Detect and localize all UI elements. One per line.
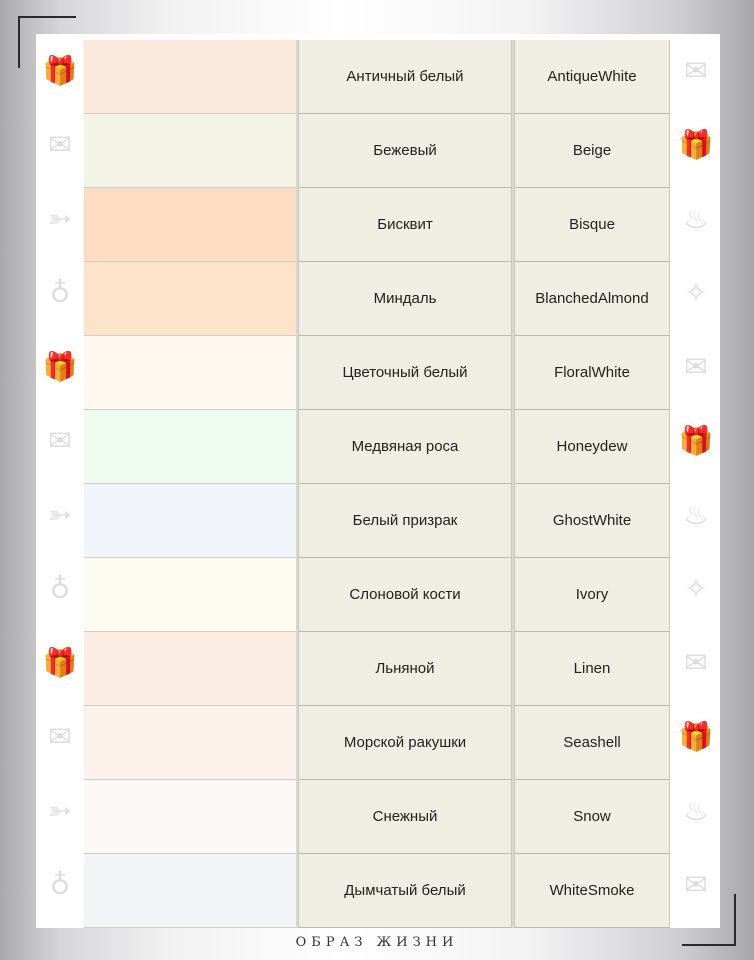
color-name-ru: Льняной	[298, 632, 512, 706]
color-name-ru: Медвяная роса	[298, 410, 512, 484]
color-name-en: Honeydew	[514, 410, 670, 484]
color-name-en: Seashell	[514, 706, 670, 780]
color-swatch	[84, 40, 296, 114]
color-name-ru: Снежный	[298, 780, 512, 854]
color-name-ru: Бежевый	[298, 114, 512, 188]
color-swatch	[84, 188, 296, 262]
color-name-en: GhostWhite	[514, 484, 670, 558]
color-swatch	[84, 410, 296, 484]
rings-icon: ♁	[49, 868, 71, 901]
gift-icon: 🎁	[678, 424, 714, 457]
color-name-en: Linen	[514, 632, 670, 706]
color-name-ru: Дымчатый белый	[298, 854, 512, 928]
star-icon: ✧	[684, 572, 708, 605]
bow-arrow-icon: ➳	[48, 202, 72, 235]
color-name-en: WhiteSmoke	[514, 854, 670, 928]
bow-arrow-icon: ➳	[48, 794, 72, 827]
color-name-ru: Миндаль	[298, 262, 512, 336]
color-name-en: FloralWhite	[514, 336, 670, 410]
color-swatch	[84, 854, 296, 928]
heart-envelope-icon: ✉	[48, 424, 72, 457]
decorative-pattern-right	[676, 34, 716, 928]
color-swatch	[84, 706, 296, 780]
heart-envelope-icon: ✉	[48, 720, 72, 753]
rings-icon: ♁	[49, 276, 71, 309]
color-swatch	[84, 558, 296, 632]
gift-icon: 🎁	[678, 720, 714, 753]
color-name-en: Ivory	[514, 558, 670, 632]
heart-envelope-icon: ✉	[684, 868, 708, 901]
color-swatch	[84, 780, 296, 854]
star-icon: ✧	[684, 276, 708, 309]
gift-icon: 🎁	[42, 54, 78, 87]
heart-envelope-icon: ✉	[684, 646, 708, 679]
rings-icon: ♁	[49, 572, 71, 605]
color-name-en: Beige	[514, 114, 670, 188]
color-name-en: Snow	[514, 780, 670, 854]
color-name-ru: Бисквит	[298, 188, 512, 262]
color-swatch	[84, 632, 296, 706]
color-name-ru: Античный белый	[298, 40, 512, 114]
color-name-ru: Цветочный белый	[298, 336, 512, 410]
cake-icon: ♨	[683, 498, 709, 531]
color-swatch	[84, 484, 296, 558]
gift-icon: 🎁	[678, 128, 714, 161]
color-name-ru: Морской ракушки	[298, 706, 512, 780]
cake-icon: ♨	[683, 794, 709, 827]
gift-icon: 🎁	[42, 646, 78, 679]
color-name-en: AntiqueWhite	[514, 40, 670, 114]
color-table	[84, 40, 670, 928]
decorative-pattern-left	[40, 34, 80, 928]
color-name-ru: Слоновой кости	[298, 558, 512, 632]
gift-icon: 🎁	[42, 350, 78, 383]
color-swatch	[84, 336, 296, 410]
footer-brand: ОБРАЗ ЖИЗНИ	[295, 935, 459, 950]
color-name-en: Bisque	[514, 188, 670, 262]
heart-envelope-icon: ✉	[48, 128, 72, 161]
heart-envelope-icon: ✉	[684, 350, 708, 383]
color-name-en: BlanchedAlmond	[514, 262, 670, 336]
color-swatch	[84, 262, 296, 336]
heart-envelope-icon: ✉	[684, 54, 708, 87]
color-name-ru: Белый призрак	[298, 484, 512, 558]
color-table-card	[36, 34, 720, 928]
color-swatch	[84, 114, 296, 188]
bow-arrow-icon: ➳	[48, 498, 72, 531]
cake-icon: ♨	[683, 202, 709, 235]
